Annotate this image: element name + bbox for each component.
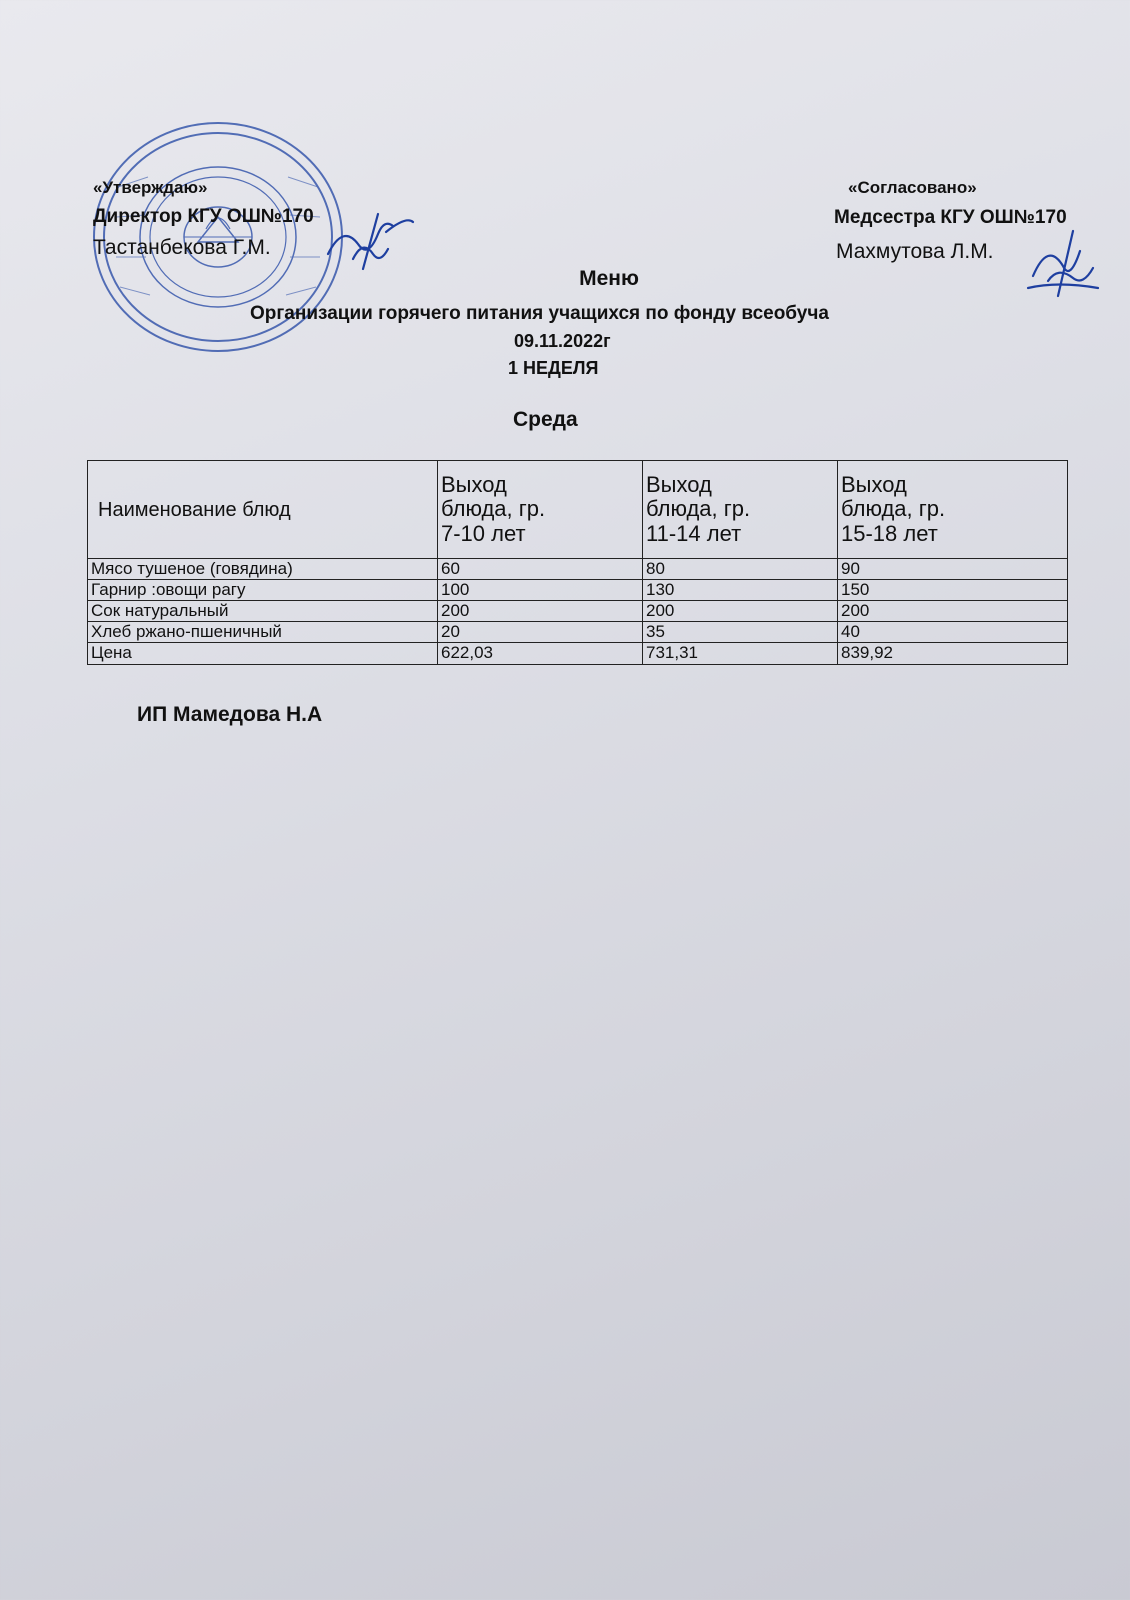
- header-line: блюда, гр.: [441, 496, 546, 522]
- price-value: 839,92: [838, 643, 1068, 665]
- table-cell: 20: [438, 622, 643, 643]
- table-row: [88, 580, 1068, 601]
- table-cell: 80: [643, 559, 838, 580]
- table-cell: 200: [643, 601, 838, 622]
- agreement-name: Махмутова Л.М.: [836, 240, 994, 263]
- header-line: Выход: [646, 472, 712, 498]
- approval-title: «Утверждаю»: [93, 178, 208, 197]
- header-line: Наименование блюд: [98, 498, 291, 521]
- table-row: [88, 622, 1068, 643]
- table-cell: 40: [838, 622, 1068, 643]
- table-cell: 100: [438, 580, 643, 601]
- price-value: 622,03: [438, 643, 643, 665]
- menu-subtitle: Организации горячего питания учащихся по фонду всеобуча: [250, 303, 829, 324]
- table-cell: 35: [643, 622, 838, 643]
- header-line: 7-10 лет: [441, 520, 526, 546]
- menu-table: [87, 460, 1068, 665]
- table-cell: 200: [438, 601, 643, 622]
- table-cell: 90: [838, 559, 1068, 580]
- approval-role: Директор КГУ ОШ№170: [93, 206, 314, 227]
- table-row: [88, 559, 1068, 580]
- price-label: Цена: [88, 643, 438, 665]
- table-cell: 200: [838, 601, 1068, 622]
- header-line: 11-14 лет: [646, 520, 742, 546]
- table-cell: Гарнир :овощи рагу: [88, 580, 438, 601]
- header-portion-7-10: [438, 461, 643, 559]
- menu-date: 09.11.2022г: [514, 331, 611, 351]
- table-row: [88, 601, 1068, 622]
- menu-title: Меню: [579, 267, 639, 290]
- table-cell: 150: [838, 580, 1068, 601]
- table-cell: 130: [643, 580, 838, 601]
- table-cell: 60: [438, 559, 643, 580]
- header-dish-name: [88, 461, 438, 559]
- header-line: Выход: [841, 472, 907, 498]
- header-line: блюда, гр.: [646, 496, 751, 522]
- header-line: Выход: [441, 472, 507, 498]
- menu-day: Среда: [513, 408, 578, 431]
- supplier-name: ИП Мамедова Н.А: [137, 703, 323, 726]
- agreement-role: Медсестра КГУ ОШ№170: [834, 207, 1067, 228]
- agreement-title: «Согласовано»: [848, 178, 977, 197]
- table-cell: Хлеб ржано-пшеничный: [88, 622, 438, 643]
- header-line: 15-18 лет: [841, 520, 938, 546]
- table-header-row: [88, 461, 1068, 559]
- header-line: блюда, гр.: [841, 496, 946, 522]
- price-value: 731,31: [643, 643, 838, 665]
- table-cell: Сок натуральный: [88, 601, 438, 622]
- director-signature-icon: [318, 204, 418, 274]
- table-cell: Мясо тушеное (говядина): [88, 559, 438, 580]
- menu-week: 1 НЕДЕЛЯ: [508, 358, 599, 378]
- price-row: [88, 643, 1068, 665]
- header-portion-11-14: [643, 461, 838, 559]
- approval-name: Тастанбекова Г.М.: [93, 236, 271, 259]
- nurse-signature-icon: [1018, 226, 1108, 306]
- header-portion-15-18: [838, 461, 1068, 559]
